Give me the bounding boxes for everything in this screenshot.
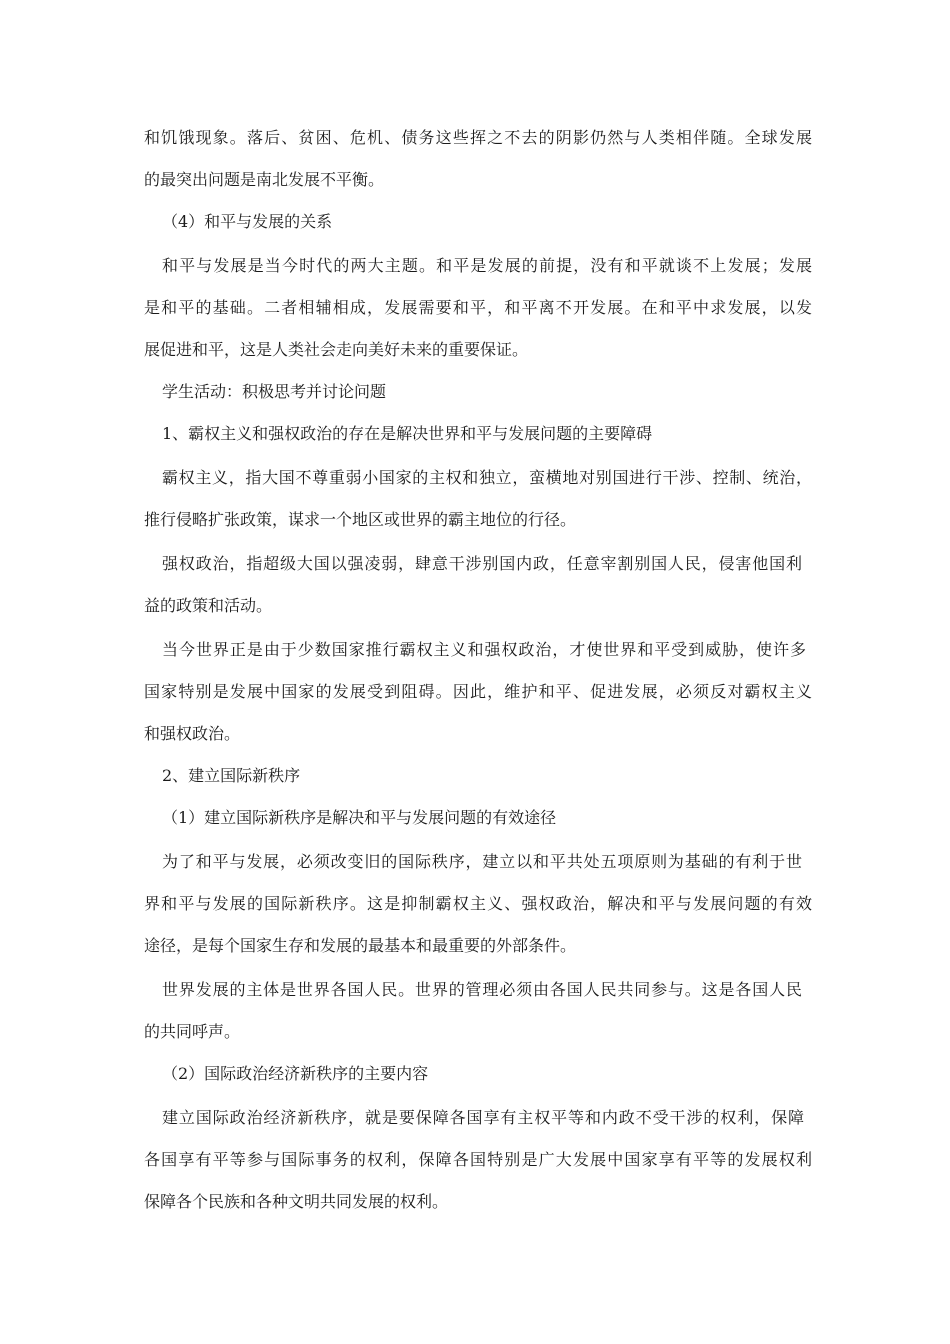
section-heading: 2、建立国际新秩序 — [162, 766, 301, 785]
paragraph-line: 国家特别是发展中国家的发展受到阻碍。因此，维护和平、促进发展，必须反对霸权主义 — [144, 682, 812, 701]
paragraph-line: 界和平与发展的国际新秩序。这是抑制霸权主义、强权政治，解决和平与发展问题的有效 — [144, 894, 812, 913]
paragraph-line: 展促进和平，这是人类社会走向美好未来的重要保证。 — [144, 340, 529, 359]
paragraph-line: 和饥饿现象。落后、贫困、危机、债务这些挥之不去的阴影仍然与人类相伴随。全球发展 — [144, 128, 812, 147]
paragraph-line: 世界发展的主体是世界各国人民。世界的管理必须由各国人民共同参与。这是各国人民 — [162, 980, 802, 999]
paragraph-line: 为了和平与发展，必须改变旧的国际秩序，建立以和平共处五项原则为基础的有利于世 — [162, 852, 802, 871]
paragraph-line: 霸权主义，指大国不尊重弱小国家的主权和独立，蛮横地对别国进行干涉、控制、统治， — [162, 468, 812, 487]
paragraph-line: 保障各个民族和各种文明共同发展的权利。 — [144, 1192, 449, 1211]
section-heading: （2）国际政治经济新秩序的主要内容 — [162, 1064, 429, 1083]
section-heading: （1）建立国际新秩序是解决和平与发展问题的有效途径 — [162, 808, 557, 827]
paragraph-line: 当今世界正是由于少数国家推行霸权主义和强权政治，才使世界和平受到威胁，使许多 — [162, 640, 806, 659]
paragraph-line: 是和平的基础。二者相辅相成，发展需要和平，和平离不开发展。在和平中求发展，以发 — [144, 298, 812, 317]
paragraph-line: 的共同呼声。 — [144, 1022, 241, 1041]
paragraph-line: 推行侵略扩张政策，谋求一个地区或世界的霸主地位的行径。 — [144, 510, 577, 529]
paragraph-line: 和强权政治。 — [144, 724, 241, 743]
paragraph-line: 学生活动：积极思考并讨论问题 — [162, 382, 387, 401]
paragraph-line: 途径，是每个国家生存和发展的最基本和最重要的外部条件。 — [144, 936, 577, 955]
section-heading: 1、霸权主义和强权政治的存在是解决世界和平与发展问题的主要障碍 — [162, 424, 653, 443]
section-heading: （4）和平与发展的关系 — [162, 212, 333, 231]
paragraph-line: 益的政策和活动。 — [144, 596, 273, 615]
paragraph-line: 各国享有平等参与国际事务的权利，保障各国特别是广大发展中国家享有平等的发展权利 — [144, 1150, 812, 1169]
paragraph-line: 建立国际政治经济新秩序，就是要保障各国享有主权平等和内政不受干涉的权利，保障 — [162, 1108, 804, 1127]
paragraph-line: 强权政治，指超级大国以强凌弱，肆意干涉别国内政，任意宰割别国人民，侵害他国利 — [162, 554, 802, 573]
paragraph-line: 和平与发展是当今时代的两大主题。和平是发展的前提，没有和平就谈不上发展；发展 — [162, 256, 812, 275]
paragraph-line: 的最突出问题是南北发展不平衡。 — [144, 170, 385, 189]
